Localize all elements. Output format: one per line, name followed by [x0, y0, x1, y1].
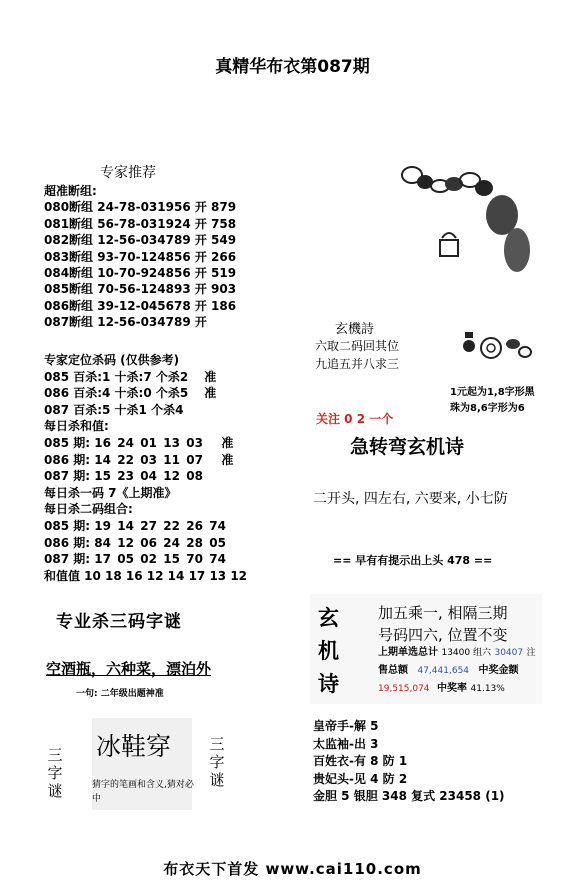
page-title: 真精华布衣第087期	[215, 57, 370, 77]
mark: 准	[204, 369, 217, 384]
two-heading: 每日杀二码组合:	[44, 502, 133, 517]
expert-sub: 超准断组:	[44, 184, 97, 198]
riddle-hint: 猜字的笔画和含义,猜对必中	[92, 780, 194, 804]
poem-big-title: 急转弯玄机诗	[350, 436, 465, 458]
xuan-line: 加五乘一, 相隔三期	[378, 604, 508, 622]
side-line: 1元起为1,8字形黑	[450, 387, 535, 398]
daily-heading: 每日杀和值:	[44, 419, 109, 434]
expert-row: 082断组 12-56-034789 开 549	[44, 233, 237, 248]
xuan-char: 诗	[318, 672, 339, 696]
one-code: 每日杀一码 7《上期准》	[44, 485, 177, 500]
side-line: 珠为8,6字形为6	[450, 403, 525, 414]
kill-pos-row: 086 百杀:4 十杀:0 个杀5 准	[44, 386, 217, 401]
expert-row: 087断组 12-56-034789 开	[44, 315, 207, 330]
beads-illustration	[392, 160, 532, 280]
expert-row: 086断组 39-12-045678 开 186	[44, 298, 237, 313]
coins-illustration	[455, 324, 535, 374]
expert-row: 084断组 10-70-924856 开 519	[44, 266, 237, 281]
poem-side	[450, 385, 535, 417]
xuan-char: 机	[318, 639, 339, 663]
right-eq-line: == 早有有提示出上头 478 ==	[333, 554, 493, 567]
xuan-vert	[318, 602, 344, 701]
riddle-sub: 一句: 二年级出题神准	[76, 689, 164, 699]
daily-row: 086 期: 14 22 03 11 07 准	[44, 452, 234, 467]
riddle-line: 空酒瓶，六种菜，漂泊外	[46, 660, 212, 678]
kill-heading: 专家定位杀码 (仅供参考)	[44, 353, 180, 367]
poem-title: 玄機詩	[335, 322, 375, 337]
mark: 准	[204, 386, 217, 401]
expert-row: 081断组 56-78-031924 开 758	[44, 216, 237, 231]
right-hint-line: 二开头, 四左右, 六要来, 小七防	[313, 491, 508, 507]
list-item: 百姓衣-有 8 防 1	[313, 754, 408, 768]
poem-lines	[315, 337, 399, 373]
list-item: 皇帝手-解 5	[313, 719, 379, 733]
lottery-stats	[378, 644, 536, 698]
expert-row: 080断组 24-78-031956 开 879	[44, 200, 237, 215]
riddle-main: 冰鞋穿	[96, 732, 172, 761]
list-item: 金胆 5 银胆 348 复式 23458 (1)	[313, 789, 505, 803]
two-row: 087 期: 17 05 02 15 70 74	[44, 552, 226, 567]
footer: 布衣天下首发 www.cai110.com	[163, 860, 422, 878]
xuan-lines	[378, 602, 508, 646]
vert-label-right: 三字谜	[209, 735, 225, 789]
daily-row: 087 期: 15 23 04 12 08	[44, 469, 203, 484]
poem-line: 九追五并八求三	[315, 357, 400, 371]
xuan-char: 玄	[318, 606, 339, 630]
follow-text: 关注 0 2 一个	[316, 412, 394, 426]
xuan-line: 号码四六, 位置不变	[378, 626, 508, 644]
bottom-list	[313, 718, 505, 806]
expert-row: 085断组 70-56-124893 开 903	[44, 282, 237, 297]
kill-pos-row: 087 百杀:5 十杀1 个杀4	[44, 402, 184, 417]
two-row: 086 期: 84 12 06 24 28 05	[44, 535, 226, 550]
daily-row: 085 期: 16 24 01 13 03 准	[44, 435, 234, 450]
expert-row: 083断组 93-70-124856 开 266	[44, 249, 237, 264]
two-row: 085 期: 19 14 27 22 26 74	[44, 518, 226, 533]
lottery-row2: 售总额 47,441,654 中奖金额	[378, 665, 519, 676]
expert-heading: 专家推荐	[100, 165, 156, 181]
list-item: 贵妃头-见 4 防 2	[313, 771, 408, 786]
vert-label-left: 三字谜	[47, 746, 63, 800]
kill-pos-row: 085 百杀:1 十杀:7 个杀2 准	[44, 369, 217, 384]
riddle-section-title: 专业杀三码字谜	[56, 612, 182, 632]
list-item: 太监袖-出 3	[313, 736, 379, 751]
kill-block	[44, 352, 284, 584]
lottery-row1: 上期单选总计 13400 组六 30407 注	[378, 647, 536, 658]
lottery-row3: 19,515,074 中奖率 41.13%	[378, 683, 505, 694]
expert-block	[44, 183, 274, 331]
poem-line: 六取二码回其位	[315, 339, 400, 353]
hezhi-row: 和值值 10 18 16 12 14 17 13 12	[44, 568, 248, 583]
